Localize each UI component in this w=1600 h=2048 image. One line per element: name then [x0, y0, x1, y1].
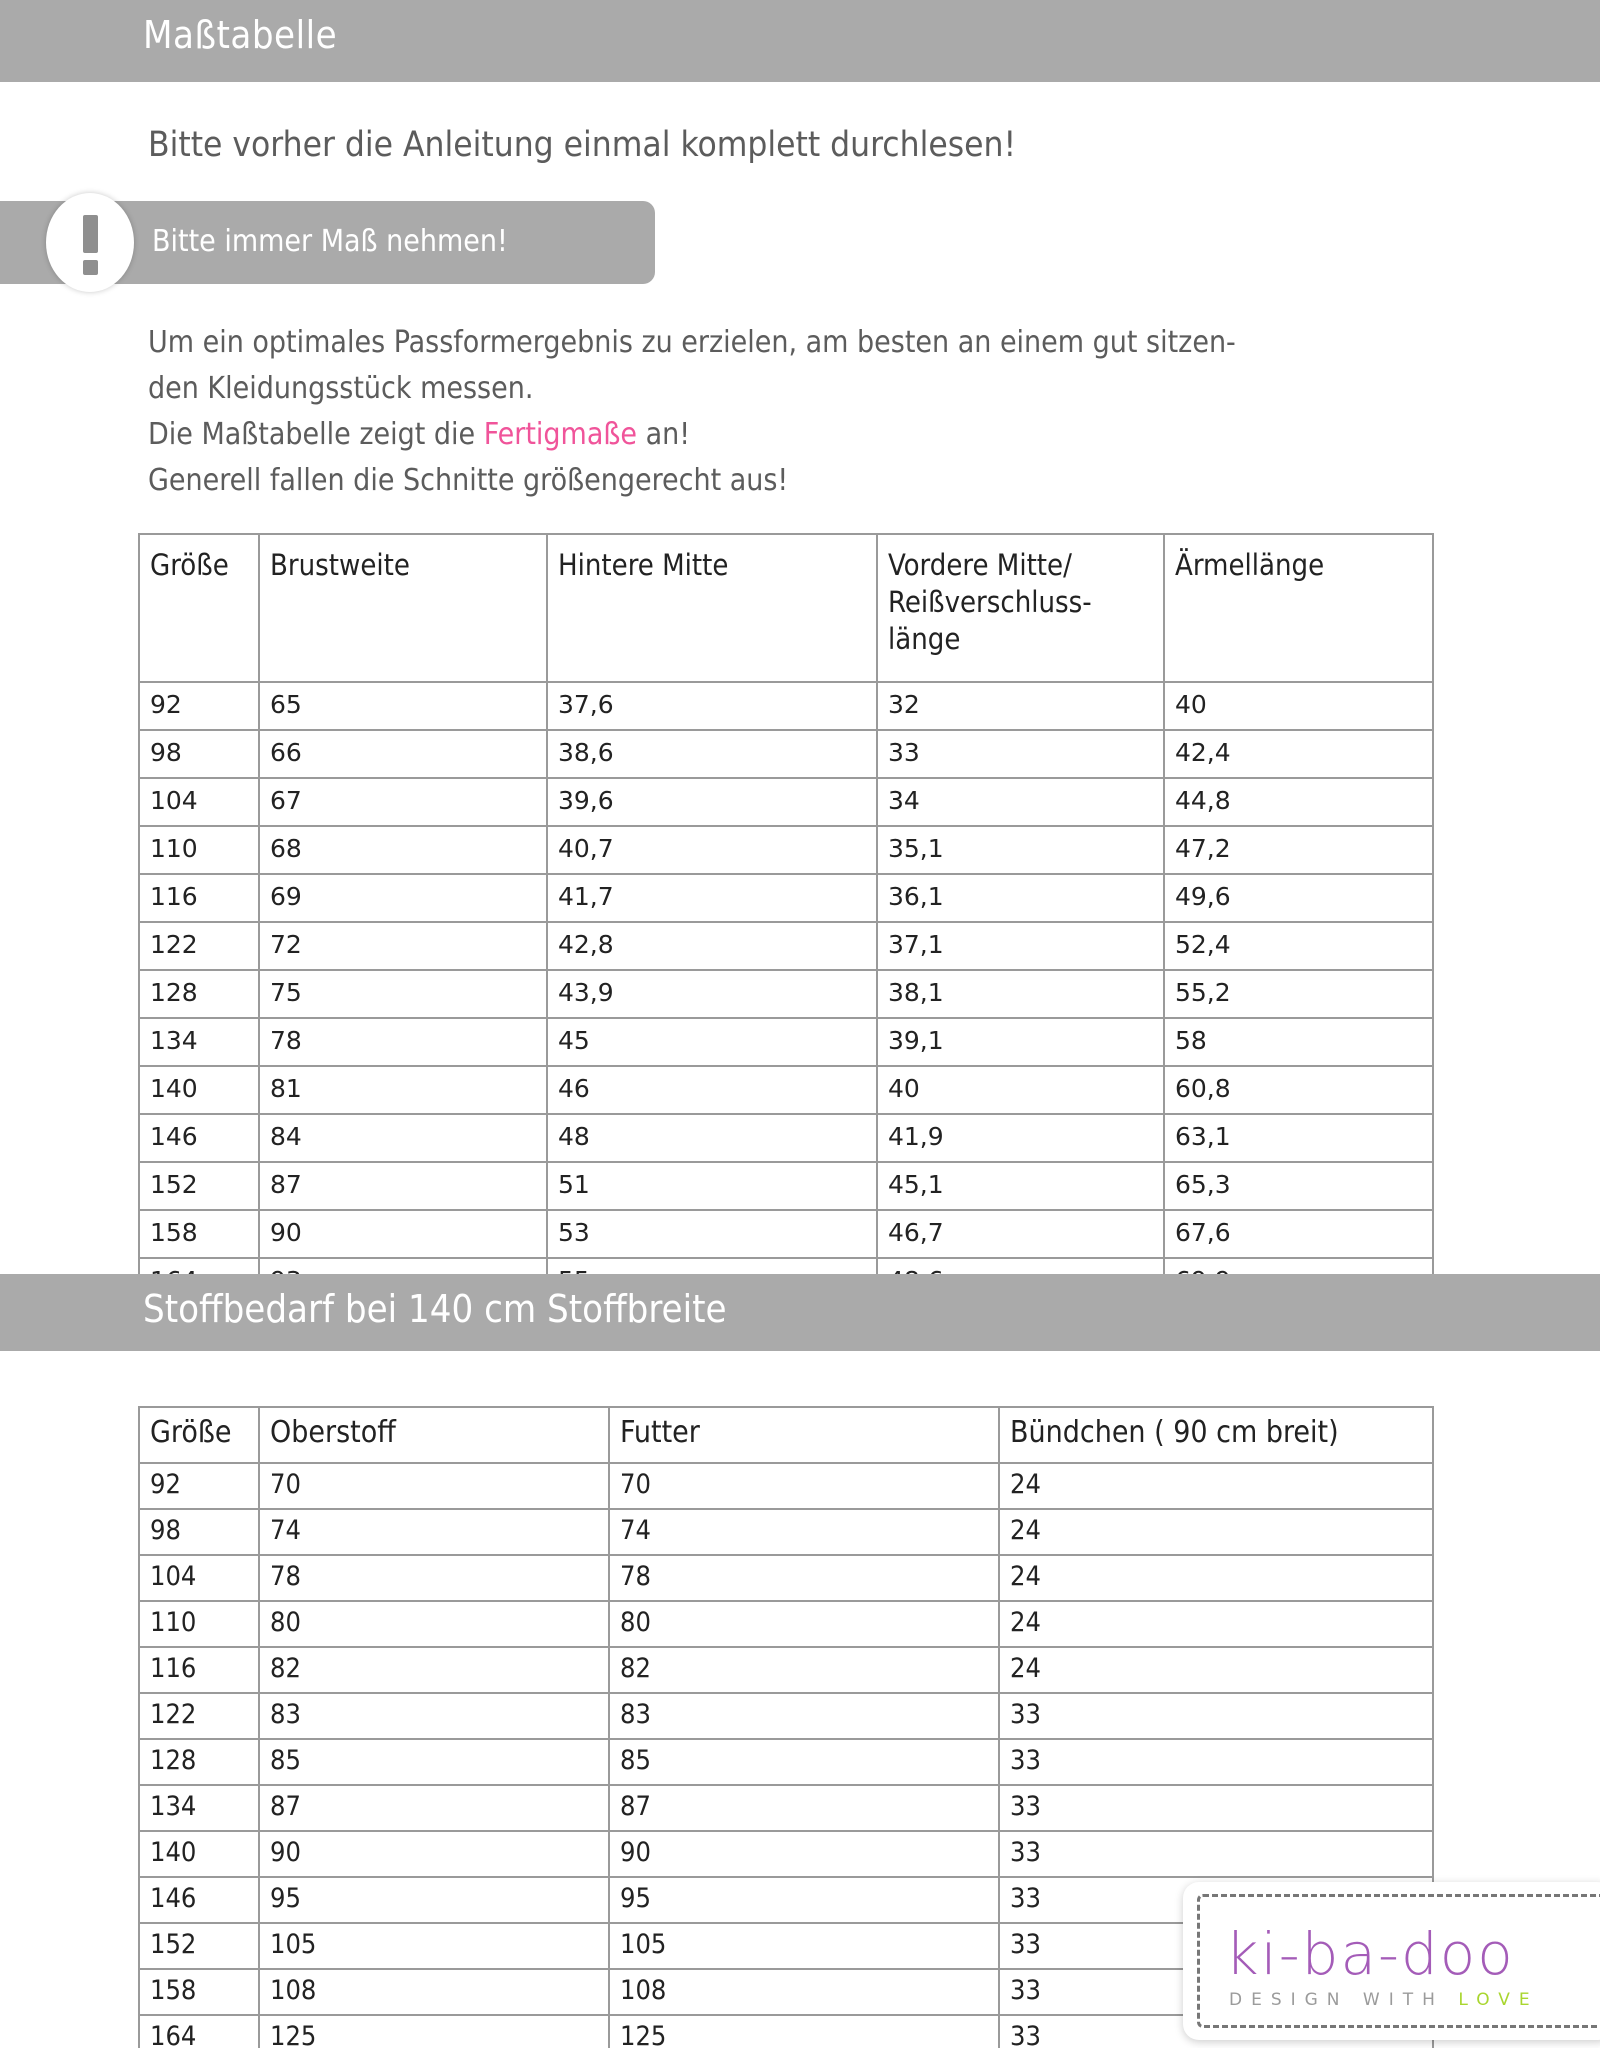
- cell-value: 24: [999, 1463, 1433, 1509]
- col-header-groesse: Größe: [139, 1407, 259, 1463]
- col-header-buendchen: Bündchen ( 90 cm breit): [999, 1407, 1433, 1463]
- cell-value: 45,1: [877, 1162, 1164, 1210]
- cell-value: 108: [609, 1969, 999, 2015]
- cell-value: 95: [609, 1877, 999, 1923]
- cell-value: 81: [259, 1066, 547, 1114]
- page-title: Maßtabelle: [143, 13, 338, 57]
- cell-value: 33: [877, 730, 1164, 778]
- cell-value: 38,6: [547, 730, 877, 778]
- cell-value: 87: [259, 1785, 609, 1831]
- cell-size: 98: [139, 1509, 259, 1555]
- cell-size: 128: [139, 970, 259, 1018]
- cell-size: 152: [139, 1923, 259, 1969]
- table-row: [139, 1066, 1433, 1114]
- cell-size: 152: [139, 1162, 259, 1210]
- col-header-vordere-mitte-line2: Reißverschluss-: [888, 585, 1092, 619]
- cell-value: 37,6: [547, 682, 877, 730]
- cell-value: 125: [259, 2015, 609, 2048]
- lead-instruction: Bitte vorher die Anleitung einmal komplett durchlesen!: [148, 125, 1017, 165]
- cell-value: 70: [609, 1463, 999, 1509]
- cell-size: 158: [139, 1969, 259, 2015]
- cell-value: 78: [259, 1555, 609, 1601]
- table-header-row: [139, 1407, 1433, 1463]
- cell-value: 40: [877, 1066, 1164, 1114]
- cell-size: 92: [139, 682, 259, 730]
- cell-value: 78: [609, 1555, 999, 1601]
- cell-value: 55,2: [1164, 970, 1433, 1018]
- logo-tagline-accent: LOVE: [1458, 1990, 1539, 2010]
- table-row: [139, 826, 1433, 874]
- paragraph-line-3: [148, 412, 1448, 458]
- cell-value: 24: [999, 1509, 1433, 1555]
- cell-value: 35,1: [877, 826, 1164, 874]
- cell-value: 40: [1164, 682, 1433, 730]
- table-row: [139, 1210, 1433, 1258]
- cell-value: 53: [547, 1210, 877, 1258]
- logo-wordmark: ki-ba-doo: [1225, 1920, 1515, 1988]
- cell-value: 43,9: [547, 970, 877, 1018]
- cell-value: 36,1: [877, 874, 1164, 922]
- cell-value: 74: [259, 1509, 609, 1555]
- cell-value: 46: [547, 1066, 877, 1114]
- cell-value: 87: [259, 1162, 547, 1210]
- cell-value: 65,3: [1164, 1162, 1433, 1210]
- cell-value: 58: [1164, 1018, 1433, 1066]
- cell-size: 92: [139, 1463, 259, 1509]
- cell-size: 98: [139, 730, 259, 778]
- cell-value: 33: [999, 2015, 1433, 2048]
- exclamation-dot: [83, 260, 98, 275]
- cell-size: 134: [139, 1785, 259, 1831]
- cell-size: 104: [139, 1555, 259, 1601]
- table-row: [139, 1018, 1433, 1066]
- cell-value: 70: [259, 1463, 609, 1509]
- cell-value: 95: [259, 1877, 609, 1923]
- cell-size: 128: [139, 1739, 259, 1785]
- cell-value: 37,1: [877, 922, 1164, 970]
- cell-value: 105: [259, 1923, 609, 1969]
- cell-value: 33: [999, 1831, 1433, 1877]
- fabric-section-title: Stoffbedarf bei 140 cm Stoffbreite: [143, 1287, 727, 1331]
- cell-value: 74: [609, 1509, 999, 1555]
- cell-value: 39,1: [877, 1018, 1164, 1066]
- brand-logo: [1183, 1882, 1600, 2040]
- cell-size: 158: [139, 1210, 259, 1258]
- paragraph-line-3-before: Die Maßtabelle zeigt die: [148, 417, 484, 452]
- col-header-brustweite: Brustweite: [259, 534, 547, 682]
- cell-value: 90: [259, 1831, 609, 1877]
- table-row: [139, 874, 1433, 922]
- cell-value: 85: [609, 1739, 999, 1785]
- cell-value: 45: [547, 1018, 877, 1066]
- cell-value: 80: [259, 1601, 609, 1647]
- paragraph-line-1: Um ein optimales Passformergebnis zu erzielen, am besten an einem gut sitzen-: [148, 325, 1236, 360]
- alert-label: Bitte immer Maß nehmen!: [152, 224, 508, 259]
- col-header-oberstoff: Oberstoff: [259, 1407, 609, 1463]
- col-header-vordere-mitte-line1: Vordere Mitte/: [888, 548, 1072, 582]
- cell-value: 52,4: [1164, 922, 1433, 970]
- table-row: [139, 778, 1433, 826]
- fertigmasse-highlight: Fertigmaße: [483, 417, 637, 452]
- cell-value: 44,8: [1164, 778, 1433, 826]
- measurements-table: [138, 533, 1434, 1307]
- cell-value: 78: [259, 1018, 547, 1066]
- cell-value: 42,8: [547, 922, 877, 970]
- table-row: [139, 730, 1433, 778]
- table-row: [139, 1785, 1433, 1831]
- cell-value: 66: [259, 730, 547, 778]
- col-header-vordere-mitte: [877, 534, 1164, 682]
- table-row: [139, 1463, 1433, 1509]
- table-row: [139, 1162, 1433, 1210]
- cell-value: 40,7: [547, 826, 877, 874]
- paragraph-line-4: Generell fallen die Schnitte größengerecht aus!: [148, 463, 789, 498]
- cell-value: 83: [259, 1693, 609, 1739]
- cell-size: 116: [139, 1647, 259, 1693]
- cell-value: 80: [609, 1601, 999, 1647]
- paragraph-line-2: den Kleidungsstück messen.: [148, 371, 534, 406]
- cell-value: 63,1: [1164, 1114, 1433, 1162]
- cell-value: 33: [999, 1739, 1433, 1785]
- measurements-table-body: [139, 682, 1433, 1306]
- table-header-row: [139, 534, 1433, 682]
- cell-size: 116: [139, 874, 259, 922]
- col-header-hintere-mitte: Hintere Mitte: [547, 534, 877, 682]
- cell-value: 69: [259, 874, 547, 922]
- cell-value: 125: [609, 2015, 999, 2048]
- table-row: [139, 922, 1433, 970]
- cell-value: 33: [999, 1693, 1433, 1739]
- cell-size: 134: [139, 1018, 259, 1066]
- cell-value: 33: [999, 1877, 1433, 1923]
- logo-tagline-prefix: DESIGN WITH: [1229, 1990, 1459, 2010]
- cell-value: 67: [259, 778, 547, 826]
- cell-value: 47,2: [1164, 826, 1433, 874]
- table-row: [139, 1831, 1433, 1877]
- cell-size: 140: [139, 1066, 259, 1114]
- cell-value: 108: [259, 1969, 609, 2015]
- cell-value: 67,6: [1164, 1210, 1433, 1258]
- cell-size: 104: [139, 778, 259, 826]
- cell-value: 42,4: [1164, 730, 1433, 778]
- col-header-aermellaenge: Ärmellänge: [1164, 534, 1433, 682]
- cell-value: 39,6: [547, 778, 877, 826]
- table-row: [139, 1114, 1433, 1162]
- cell-size: 122: [139, 922, 259, 970]
- cell-value: 46,7: [877, 1210, 1164, 1258]
- cell-value: 72: [259, 922, 547, 970]
- table-row: [139, 1555, 1433, 1601]
- cell-value: 60,8: [1164, 1066, 1433, 1114]
- cell-value: 90: [259, 1210, 547, 1258]
- table-row: [139, 1601, 1433, 1647]
- cell-value: 48: [547, 1114, 877, 1162]
- cell-value: 32: [877, 682, 1164, 730]
- col-header-vordere-mitte-line3: länge: [888, 622, 961, 656]
- col-header-groesse: Größe: [139, 534, 259, 682]
- cell-size: 110: [139, 1601, 259, 1647]
- cell-size: 164: [139, 2015, 259, 2048]
- exclamation-icon: [46, 193, 134, 292]
- table-row: [139, 1693, 1433, 1739]
- cell-value: 82: [609, 1647, 999, 1693]
- cell-value: 41,7: [547, 874, 877, 922]
- table-row: [139, 1647, 1433, 1693]
- cell-value: 85: [259, 1739, 609, 1785]
- cell-value: 49,6: [1164, 874, 1433, 922]
- cell-size: 146: [139, 1877, 259, 1923]
- logo-tagline: [1229, 1990, 1539, 2010]
- cell-value: 33: [999, 1923, 1433, 1969]
- cell-value: 24: [999, 1555, 1433, 1601]
- cell-size: 146: [139, 1114, 259, 1162]
- col-header-futter: Futter: [609, 1407, 999, 1463]
- page-header-bar: [0, 0, 1600, 82]
- cell-value: 105: [609, 1923, 999, 1969]
- table-row: [139, 1509, 1433, 1555]
- cell-value: 34: [877, 778, 1164, 826]
- cell-value: 84: [259, 1114, 547, 1162]
- table-row: [139, 682, 1433, 730]
- cell-size: 122: [139, 1693, 259, 1739]
- cell-value: 41,9: [877, 1114, 1164, 1162]
- exclamation-stem: [83, 215, 98, 253]
- intro-paragraph: [148, 320, 1448, 504]
- paragraph-line-3-after: an!: [637, 417, 691, 452]
- cell-size: 110: [139, 826, 259, 874]
- cell-value: 24: [999, 1601, 1433, 1647]
- cell-value: 38,1: [877, 970, 1164, 1018]
- table-row: [139, 970, 1433, 1018]
- cell-value: 87: [609, 1785, 999, 1831]
- cell-size: 140: [139, 1831, 259, 1877]
- cell-value: 75: [259, 970, 547, 1018]
- cell-value: 33: [999, 1785, 1433, 1831]
- cell-value: 33: [999, 1969, 1433, 2015]
- cell-value: 68: [259, 826, 547, 874]
- cell-value: 24: [999, 1647, 1433, 1693]
- table-row: [139, 1739, 1433, 1785]
- cell-value: 82: [259, 1647, 609, 1693]
- cell-value: 90: [609, 1831, 999, 1877]
- cell-value: 83: [609, 1693, 999, 1739]
- cell-value: 65: [259, 682, 547, 730]
- fabric-section-bar: [0, 1274, 1600, 1351]
- cell-value: 51: [547, 1162, 877, 1210]
